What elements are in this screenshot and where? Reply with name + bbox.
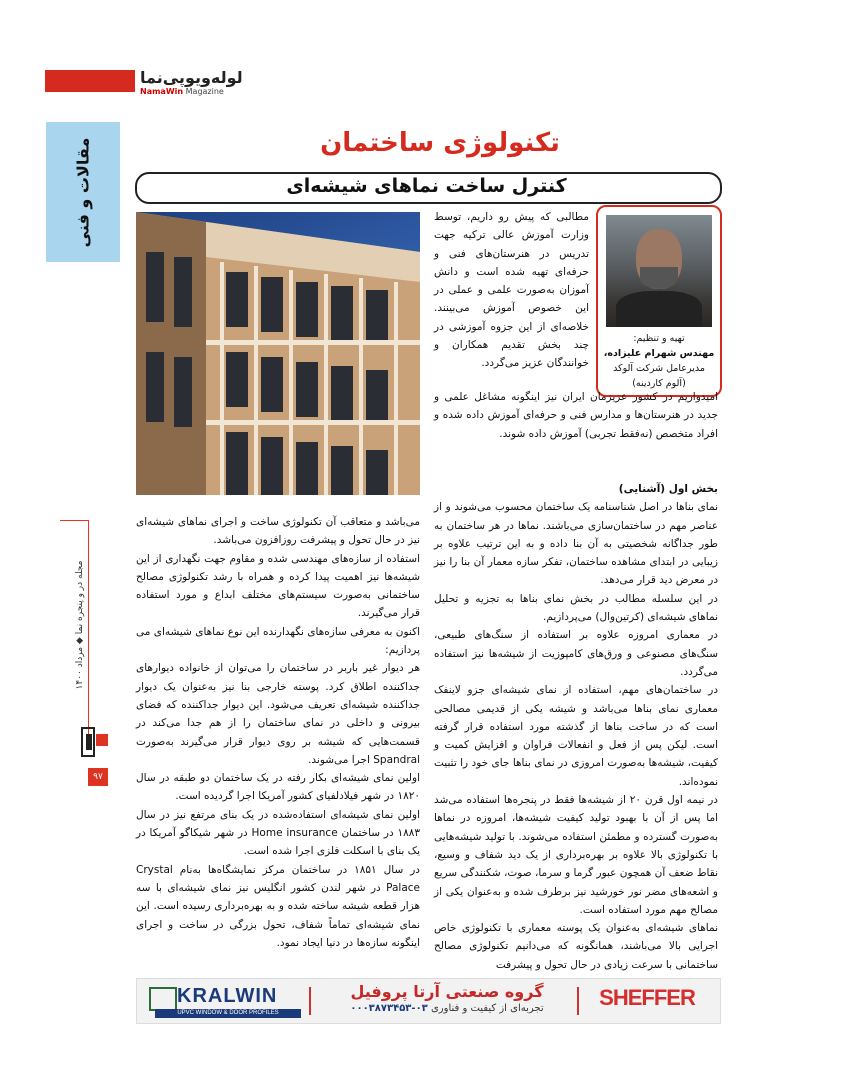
paragraph: نمای بناها در اصل شناسنامه یک ساختمان محسوب می‌شوند و از عناصر مهم در ساختمان‌سازی می‌باشند. نماها در هر ساختمان به طور جداگانه شخصیتی به آن بنا داده و به این ترتیب علاوه بر زیبایی در ابتدای مشاهده ساختمان، تفکر سازه معمار آن بنا را نیز در معرض دید قرار می‌دهد. <box>434 501 718 587</box>
divider <box>577 987 579 1015</box>
paragraph: می‌باشد و متعاقب آن تکنولوژی ساخت و اجرای نماهای شیشه‌ای نیز در حال تحول و پیشرفت روزافزون می‌باشد. <box>136 516 420 547</box>
article-title: تکنولوژی ساختمان <box>320 128 560 158</box>
author-caption-line: مهندس شهرام علیزاده، <box>603 348 715 359</box>
paragraph: در این سلسله مطالب در بخش نمای بناها به تجزیه و تحلیل نماهای شیشه‌ای (کرتین‌وال) می‌پردازیم. <box>434 592 718 624</box>
logo-brand: NamaWin <box>140 87 184 96</box>
sheffer-logo: SHEFFER <box>599 985 695 1010</box>
divider <box>88 520 89 750</box>
namawin-mark-icon <box>80 724 110 760</box>
kralwin-tagline: UPVC WINDOW & DOOR PROFILES <box>155 1009 301 1018</box>
author-caption-line: تهیه و تنظیم: <box>633 333 685 344</box>
kralwin-logo <box>147 985 297 1017</box>
section-tab-label: مقالات و فنی <box>73 137 93 247</box>
paragraph: استفاده از سازه‌های مهندسی شده و مقاوم جهت نگهداری از این شیشه‌ها نیز اهمیت پیدا کرده و همراه با رشد تکنولوژی مصالح ساختمانی به‌صورت سیستم‌های مختلف ابداع و مورد استفاده قرار می‌گیرند. <box>136 552 420 620</box>
tagline-text: تجربه‌ای از کیفیت و فناوری <box>430 1003 544 1014</box>
company-tagline <box>327 1003 567 1014</box>
logo-subtitle <box>140 87 224 96</box>
paragraph: اکنون به معرفی سازه‌های نگهدارنده این نوع نماهای شیشه‌ای می پردازیم: <box>136 625 420 657</box>
paragraph: اولین نمای شیشه‌ای استفاده‌شده در یک بنای مرتفع نیز در سال ۱۸۸۳ در ساختمان Home insurance در شهر شیکاگو آمریکا در یک بنای با اسکلت فلزی اجرا شده است. <box>136 808 420 858</box>
paragraph: در نیمه اول قرن ۲۰ از شیشه‌ها فقط در پنجره‌ها استفاده می‌شد اما پس از آن با بهبود تولید کیفیت شیشه‌ها، امروزه در نماها به‌صورت گسترده و مطمئن استفاده می‌شوند. با تولید شیشه‌هایی با تکنولوژی بالا علاوه بر بهره‌برداری از یک دید شفاف و وسیع، نقاط ضعف آن همچون عبور گرما و سرما، صوت، شکنندگی سریع و اشعه‌های مضر نور خورشید نیز برطرف شده و به‌عنوان یکی از مصالح مهم مورد استفاده است. <box>434 794 718 916</box>
logo-red-bar <box>45 70 135 92</box>
paragraph: در معماری امروزه علاوه بر استفاده از سنگ‌های طبیعی، سنگ‌های مصنوعی و ورق‌های کامپوزیت از شیشه‌ها نیز استفاده می‌گردد. <box>434 629 718 678</box>
magazine-logo <box>45 68 243 98</box>
issue-text: مجله در و پنجره نما ◆ مرداد ۱۴۰۰ <box>75 560 85 690</box>
divider <box>60 520 88 521</box>
phone-number: ۰۳-۰۰۰۳۸۷۳۴۵۳ <box>350 1003 428 1014</box>
left-column <box>136 513 420 952</box>
intro-text-continued <box>434 388 718 443</box>
paragraph: در ساختمان‌های مهم، استفاده از نمای شیشه‌ای جزو لاینفک معماری نمای بناها می‌باشد و شیشه یکی از قدیمی مصالحی است که در ساخت بناها از گذشته مورد استفاده قرار گرفته است. لیکن پس از فعل و انفعالات فراوان و افزایش کمیت و کیفیت، شیشه‌ها به‌صورت امروزی در نمای بناها جای خود را تثبیت نموده‌اند. <box>434 684 718 788</box>
paragraph: اولین نمای شیشه‌ای بکار رفته در یک ساختمان دو طبقه در سال ۱۸۲۰ در شهر فیلادلفیای کشور آمریکا اجرا گردیده است. <box>136 772 420 803</box>
author-caption-line: (آلوم کاردینه) <box>632 378 686 389</box>
logo-sub-text: Magazine <box>185 87 224 96</box>
advertisement-banner[interactable] <box>136 978 721 1024</box>
right-column <box>434 470 718 974</box>
paragraph: نماهای شیشه‌ای به‌عنوان یک پوسته معماری با تکنولوژی خاص اجرایی بالا می‌باشند، همانگونه که می‌دانیم تکنولوژی مصالح ساختمانی با سرعت زیادی در حال تحول و پیشرفت <box>434 922 718 971</box>
author-photo <box>606 215 712 327</box>
page-number: ۹۷ <box>88 768 108 786</box>
paragraph: امیدواریم در کشور عزیزمان ایران نیز اینگونه مشاغل علمی و جدید در هنرستان‌ها و مدارس فنی و حرفه‌ای آموزش داده شده و افراد متخصص (نه‌فقط تجربی) آموزش داده شوند. <box>434 391 718 440</box>
divider <box>309 987 311 1015</box>
paragraph: مطالبی که پیش رو داریم، توسط وزارت آموزش عالی ترکیه جهت تدریس در هنرستان‌های فنی و حرفه‌ای تهیه شده است و دانش آموزان به‌صورت علمی و عملی در این خصوص آموزش می‌بینند. خلاصه‌ای از این جزوه آموزشی در چند بخش تقدیم همکاران و خوانندگان عزیز می‌گردد. <box>434 211 589 370</box>
section-tab <box>46 122 120 262</box>
company-name: گروه صنعتی آرتا پروفیل <box>350 982 544 1001</box>
author-caption-line: مدیرعامل شرکت آلوکد <box>613 363 705 374</box>
building-photo <box>136 212 420 495</box>
author-card <box>596 205 722 397</box>
author-caption <box>602 331 716 391</box>
paragraph: هر دیوار غیر باربر در ساختمان را می‌توان از خانواده دیوارهای جداکننده اطلاق کرد. پوسته خارجی بنا نیز به‌عنوان یک دیوار جداکننده شیشه‌ای تعریف می‌شود. این دیوار جداکننده که فضای بیرونی و داخلی در نمای ساختمان را از هم جدا می‌کند در قسمت‌هایی که شیشه بر روی دیوار قرار می‌گیرند به‌صورت Spandral اجرا می‌شوند. <box>136 662 420 766</box>
intro-text <box>434 208 589 373</box>
paragraph: در سال ۱۸۵۱ در ساختمان مرکز نمایشگاه‌ها به‌نام Crystal Palace در شهر لندن کشور انگلیس نیز نمای شیشه‌ای با سه هزار قطعه شیشه ساخته شده و به بهره‌برداری رسیده است. این نمای شیشه‌ای تماماً شفاف، تحول بزرگی در ساخت و اجرای اینگونه سازه‌ها در دنیا ایجاد نمود. <box>136 863 420 949</box>
window-icon <box>149 987 177 1011</box>
section-heading: بخش اول (آشنایی) <box>618 483 718 495</box>
kralwin-name: KRALWIN <box>177 985 278 1007</box>
logo-title: لوله‌ویوپی‌نما <box>140 68 243 87</box>
article-subtitle: کنترل ساخت نماهای شیشه‌ای <box>286 175 567 197</box>
